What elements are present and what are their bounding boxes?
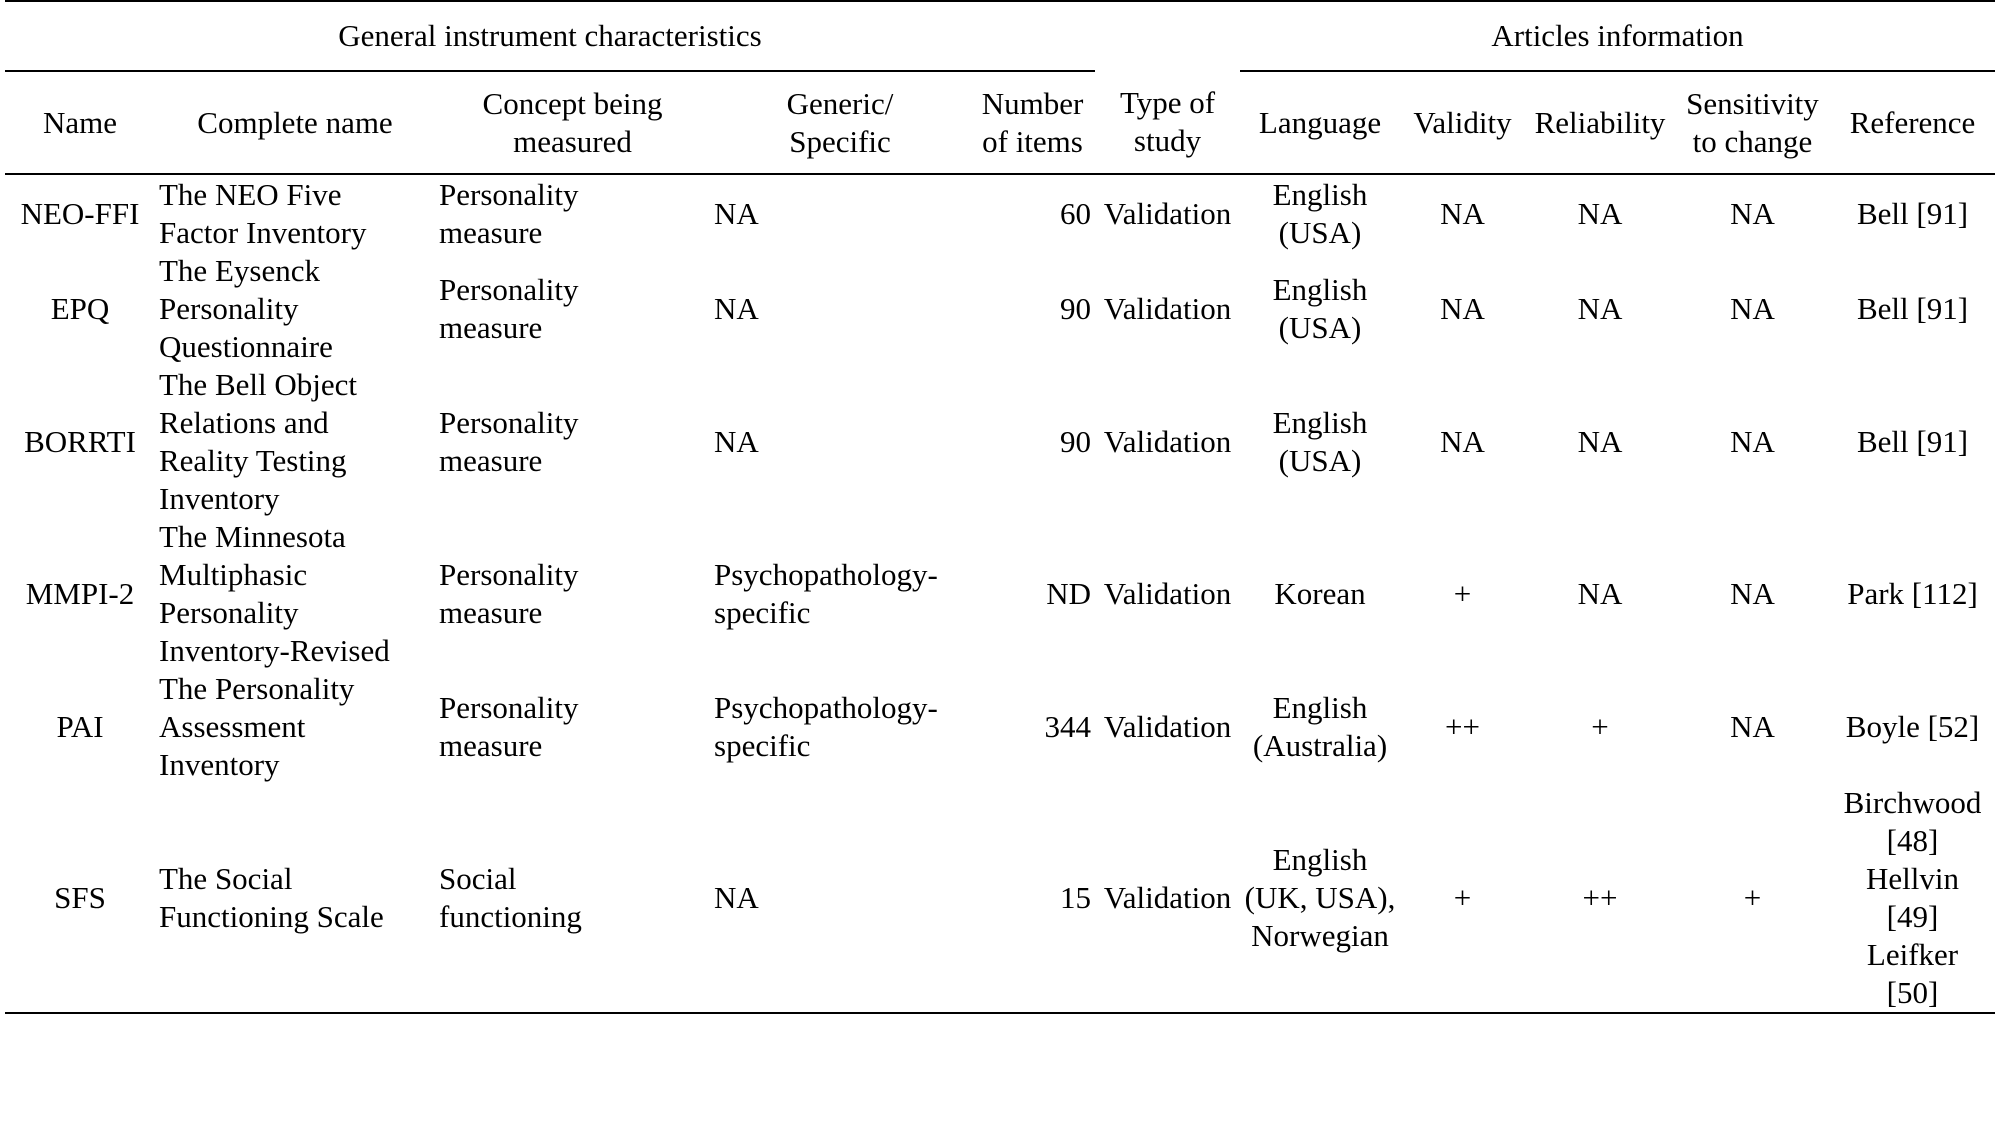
cell-line: Multiphasic	[159, 557, 308, 592]
cell-validity: +	[1400, 784, 1525, 1013]
cell-line: Functioning Scale	[159, 899, 384, 934]
cell-type: Validation	[1103, 709, 1232, 744]
cell-line: Concept being	[482, 85, 663, 121]
table-row	[5, 252, 1995, 366]
cell-line: (USA)	[1278, 214, 1362, 250]
cell-line: Personality	[159, 595, 299, 630]
cell-line: study	[1133, 123, 1202, 158]
cell-line: Relations and	[159, 405, 329, 440]
cell-items: 344	[1044, 709, 1091, 744]
cell-generic	[710, 252, 970, 366]
column-header-reference: Reference	[1830, 71, 1995, 174]
column-header-name: Name	[5, 71, 155, 174]
cell-reliability: NA	[1577, 291, 1623, 326]
cell-line: Bell [91]	[1856, 195, 1969, 231]
cell-line: Psychopathology-	[714, 690, 938, 725]
cell-line: Inventory	[159, 481, 280, 516]
cell-sensitivity: +	[1675, 784, 1830, 1013]
group-header-gap	[1095, 1, 1240, 71]
cell-line: NA	[714, 195, 759, 231]
cell-line: The Personality	[159, 671, 355, 706]
cell-validity: ++	[1445, 709, 1480, 744]
table-body	[5, 174, 1995, 1013]
cell-generic	[710, 784, 970, 1013]
cell-line: English	[1272, 176, 1368, 212]
cell-line: measure	[439, 443, 543, 478]
cell-line: functioning	[439, 899, 582, 934]
cell-language	[1240, 366, 1400, 518]
cell-line: The Eysenck	[159, 253, 320, 288]
group-header-row	[5, 1, 1995, 71]
cell-items: ND	[1046, 576, 1091, 611]
cell-reliability: NA	[1577, 424, 1623, 459]
cell-reference	[1830, 784, 1995, 1013]
cell-line: measure	[439, 728, 543, 763]
table-row	[5, 366, 1995, 518]
column-header-type	[1095, 71, 1240, 174]
column-header-concept	[435, 71, 710, 174]
cell-line: (USA)	[1278, 310, 1362, 345]
cell-line: The Minnesota	[159, 519, 346, 554]
cell-line: NA	[714, 424, 759, 459]
cell-concept	[435, 784, 710, 1013]
cell-concept	[435, 174, 710, 252]
cell-line: (USA)	[1278, 443, 1362, 478]
column-header-items	[970, 71, 1095, 174]
cell-line: Social	[439, 861, 517, 896]
cell-sensitivity: NA	[1730, 709, 1775, 744]
cell-complete-name	[155, 366, 435, 518]
cell-name: SFS	[5, 784, 155, 1013]
cell-line: Inventory-Revised	[159, 633, 390, 668]
cell-concept	[435, 518, 710, 670]
cell-sensitivity: NA	[1730, 195, 1775, 231]
cell-line: Norwegian	[1251, 918, 1389, 953]
cell-generic	[710, 366, 970, 518]
cell-line: Complete name	[197, 104, 393, 140]
cell-line: NA	[714, 291, 759, 326]
cell-line: The Social	[159, 861, 293, 896]
cell-reference	[1830, 518, 1995, 670]
group-header-general: General instrument characteristics	[5, 1, 1095, 71]
cell-reliability: NA	[1577, 576, 1623, 611]
cell-validity: NA	[1440, 424, 1485, 459]
table-row	[5, 784, 1995, 1013]
column-header-complete-name	[155, 71, 435, 174]
cell-line: English	[1272, 405, 1368, 440]
cell-validity: NA	[1440, 195, 1485, 231]
cell-line: Boyle [52]	[1845, 709, 1980, 744]
cell-language	[1240, 252, 1400, 366]
column-header-language: Language	[1240, 71, 1400, 174]
cell-line: Personality	[159, 291, 299, 326]
cell-line: Generic/	[786, 85, 894, 121]
cell-type: Validation	[1103, 195, 1232, 231]
cell-line: Personality	[439, 405, 579, 440]
cell-items: 90	[1060, 424, 1091, 459]
table-row	[5, 518, 1995, 670]
cell-reliability: +	[1591, 709, 1609, 744]
cell-generic	[710, 518, 970, 670]
cell-line: English	[1272, 842, 1368, 877]
cell-line: Personality	[439, 690, 579, 725]
cell-sensitivity: NA	[1730, 424, 1775, 459]
cell-line: of items	[982, 123, 1083, 159]
cell-line: measure	[439, 214, 543, 250]
cell-reference	[1830, 174, 1995, 252]
cell-name: BORRTI	[24, 424, 136, 459]
cell-complete-name	[155, 670, 435, 784]
cell-type: Validation	[1103, 291, 1232, 326]
table-row	[5, 670, 1995, 784]
column-header-validity: Validity	[1400, 71, 1525, 174]
cell-generic	[710, 174, 970, 252]
group-header-articles: Articles information	[1240, 1, 1995, 71]
cell-line: Inventory	[159, 747, 280, 782]
cell-name: PAI	[56, 709, 104, 744]
cell-type: Validation	[1095, 784, 1240, 1013]
cell-reliability: ++	[1525, 784, 1675, 1013]
column-header-generic	[710, 71, 970, 174]
cell-line: The Bell Object	[159, 367, 357, 402]
cell-line: Assessment	[159, 709, 306, 744]
cell-name: EPQ	[50, 291, 110, 326]
cell-line: Questionnaire	[159, 329, 333, 364]
cell-line: Type of	[1119, 85, 1216, 120]
cell-language	[1240, 670, 1400, 784]
cell-line: [50]	[1886, 975, 1939, 1010]
cell-language	[1240, 518, 1400, 670]
cell-concept	[435, 366, 710, 518]
cell-complete-name	[155, 252, 435, 366]
cell-sensitivity: NA	[1730, 576, 1775, 611]
cell-validity: NA	[1440, 291, 1485, 326]
cell-items: 60	[1060, 195, 1091, 231]
cell-line: Bell [91]	[1856, 291, 1969, 326]
cell-line: Psychopathology-	[714, 557, 938, 592]
cell-line: specific	[714, 728, 811, 763]
cell-language	[1240, 784, 1400, 1013]
cell-line: specific	[714, 595, 811, 630]
cell-name: NEO-FFI	[20, 195, 140, 231]
cell-line: English	[1272, 272, 1368, 307]
cell-line: Hellvin	[1866, 861, 1959, 896]
cell-reference	[1830, 252, 1995, 366]
cell-concept	[435, 252, 710, 366]
cell-concept	[435, 670, 710, 784]
cell-line: The NEO Five	[159, 176, 342, 212]
cell-line: measure	[439, 310, 543, 345]
cell-language	[1240, 174, 1400, 252]
cell-reliability: NA	[1577, 195, 1623, 231]
column-header-row	[5, 71, 1995, 174]
cell-type: Validation	[1103, 424, 1232, 459]
cell-line: Leifker	[1866, 937, 1959, 972]
cell-line: Sensitivity	[1686, 85, 1819, 121]
cell-complete-name	[155, 174, 435, 252]
cell-line: Number	[981, 85, 1084, 121]
cell-line: NA	[714, 880, 759, 915]
cell-line: Park [112]	[1847, 576, 1978, 611]
cell-complete-name	[155, 784, 435, 1013]
cell-line: Personality	[439, 176, 579, 212]
cell-items: 90	[1060, 291, 1091, 326]
cell-line: [49]	[1886, 899, 1939, 934]
cell-complete-name	[155, 518, 435, 670]
instrument-table	[5, 0, 1995, 1014]
cell-line: Specific	[789, 123, 891, 159]
cell-line: Bell [91]	[1856, 424, 1969, 459]
cell-line: Personality	[439, 557, 579, 592]
cell-line: (UK, USA),	[1244, 880, 1396, 915]
cell-reference	[1830, 670, 1995, 784]
cell-line: Factor Inventory	[159, 214, 367, 250]
cell-line: to change	[1692, 123, 1813, 159]
cell-line: (Australia)	[1252, 728, 1388, 763]
cell-line: Korean	[1274, 576, 1366, 611]
column-header-sensitivity	[1675, 71, 1830, 174]
cell-sensitivity: NA	[1730, 291, 1775, 326]
cell-line: English	[1272, 690, 1368, 725]
cell-type: Validation	[1103, 576, 1232, 611]
cell-line: [48]	[1886, 823, 1939, 858]
cell-line: Birchwood	[1843, 785, 1982, 820]
cell-validity: +	[1453, 576, 1472, 611]
cell-reference	[1830, 366, 1995, 518]
column-header-reliability: Reliability	[1525, 71, 1675, 174]
cell-generic	[710, 670, 970, 784]
table-row	[5, 174, 1995, 252]
cell-line: Reality Testing	[159, 443, 347, 478]
cell-line: Personality	[439, 272, 579, 307]
cell-items: 15	[970, 784, 1095, 1013]
cell-name: MMPI-2	[25, 576, 135, 611]
cell-line: measured	[513, 123, 632, 159]
cell-line: measure	[439, 595, 543, 630]
